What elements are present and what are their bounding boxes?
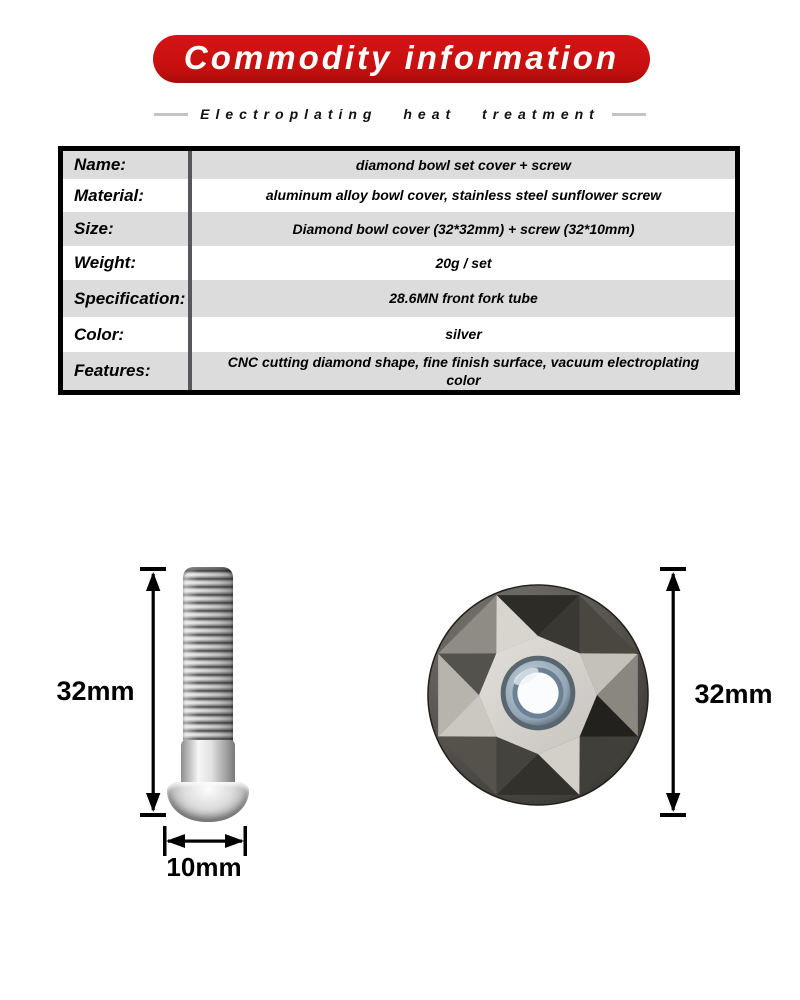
row-value: 28.6MN front fork tube [389, 290, 538, 307]
row-value: Diamond bowl cover (32*32mm) + screw (32*10mm) [292, 220, 635, 237]
cover-diameter-dimension-arrow [658, 566, 688, 818]
subtitle-row [0, 103, 800, 125]
banner [153, 35, 650, 83]
row-value: CNC cutting diamond shape, fine finish surface, vacuum electroplating color [227, 353, 700, 388]
subtitle-line-right [612, 113, 646, 116]
row-value: diamond bowl set cover + screw [355, 156, 572, 173]
cover-diameter-label: 32mm [694, 679, 773, 709]
row-label: Specification: [63, 280, 192, 317]
page-title: Commodity information [183, 38, 620, 76]
screw-height-label: 32mm [56, 676, 135, 706]
row-value: aluminum alloy bowl cover, stainless steel sunflower screw [265, 187, 662, 204]
diamond-bowl-cover-image [425, 582, 651, 808]
screw-head-image [167, 782, 249, 822]
row-label: Color: [63, 317, 192, 352]
screw-width-label: 10mm [166, 852, 242, 882]
row-label: Features: [63, 352, 192, 390]
spec-table [58, 146, 740, 395]
table-row-specification [63, 280, 735, 317]
row-label: Size: [63, 212, 192, 246]
row-label: Name: [63, 151, 192, 179]
table-row-color [63, 317, 735, 352]
row-label: Material: [63, 179, 192, 212]
row-value: 20g / set [435, 254, 492, 271]
subtitle-line-left [154, 113, 188, 116]
table-row-name [63, 151, 735, 179]
subtitle-text: Electroplating heat treatment [200, 106, 600, 122]
screw-thread-image [183, 567, 233, 742]
row-label: Weight: [63, 246, 192, 280]
table-row-weight [63, 246, 735, 280]
table-row-size [63, 212, 735, 246]
table-row-material [63, 179, 735, 212]
row-value: silver [445, 326, 482, 343]
screw-collar-image [181, 740, 235, 784]
table-row-features [63, 352, 735, 390]
